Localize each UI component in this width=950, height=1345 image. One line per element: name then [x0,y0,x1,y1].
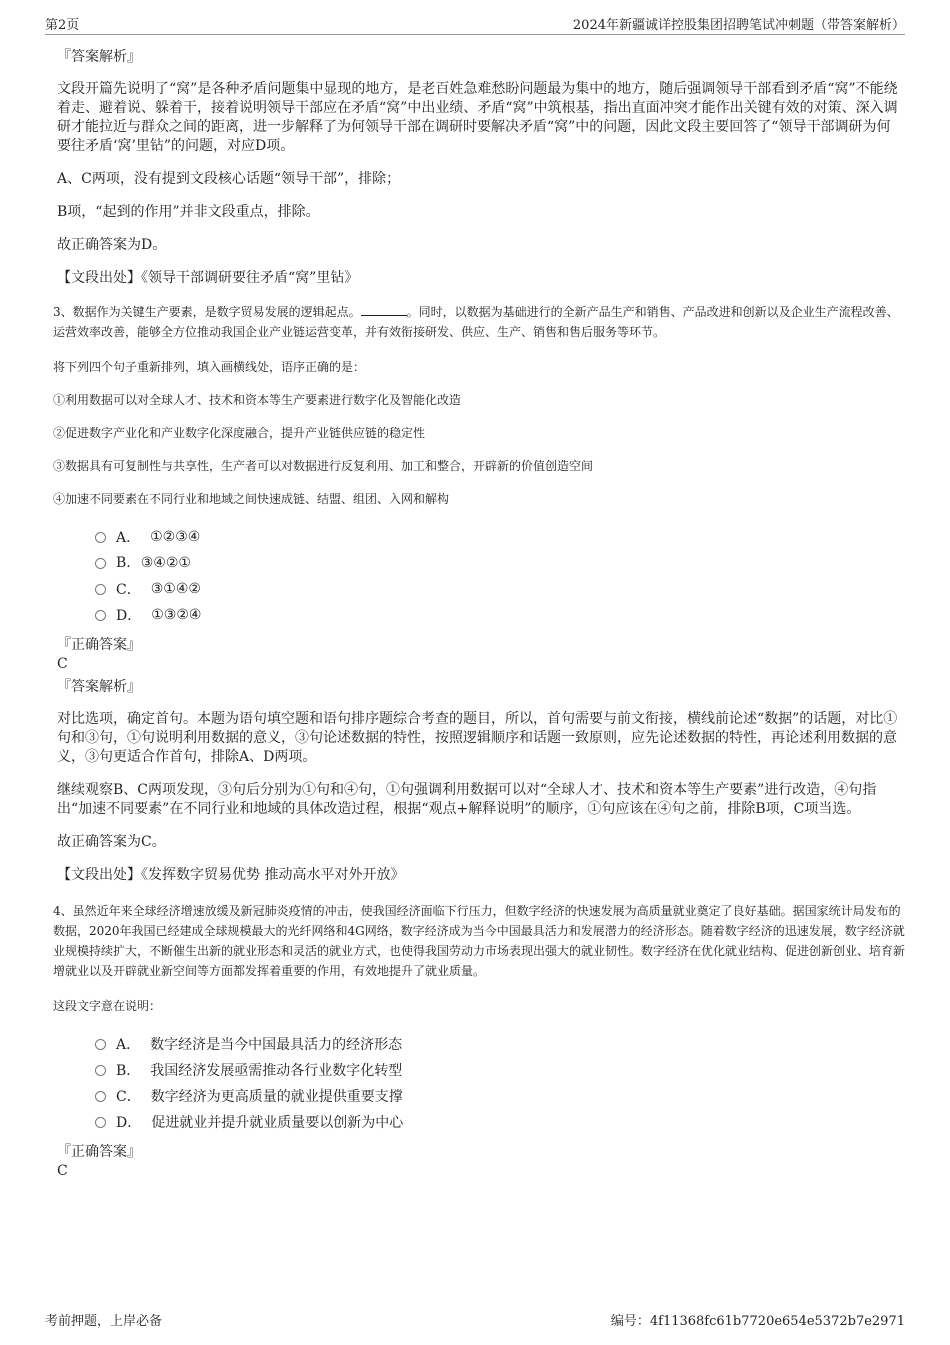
source-citation: 【文段出处】《发挥数字贸易优势 推动高水平对外开放》 [57,867,405,883]
correct-answer-label: 『正确答案』 [57,1144,141,1160]
fill-blank [361,304,407,316]
document-title: 2024年新疆诚详控股集团招聘笔试冲刺题（带答案解析） [572,18,905,33]
source-citation: 【文段出处】《领导干部调研要往矛盾“窝”里钻》 [57,270,359,286]
question-3-options [95,524,905,628]
option-d[interactable]: D． ①③②④ [95,602,905,628]
page-header [45,10,905,35]
analysis-paragraph: 对比选项，确定首句。本题为语句填空题和语句排序题综合考查的题目，所以，首句需要与前文衔接，横线前论述“数据”的话题，对比①句和③句，①句说明利用数据的意义，③句论述数据的特性，按照逻辑顺序和话题一致原则，应先论述数据的特性，再论述利用数据的意义，③句更适合作首句，排除A、D两项。 [57,711,898,765]
sentence-1: ①利用数据可以对全球人才、技术和资本等生产要素进行数字化及智能化改造 [53,393,462,407]
page-content [45,38,905,1179]
footer-slogan: 考前押题，上岸必备 [45,1314,163,1329]
question-4-options [95,1031,905,1135]
sentence-4: ④加速不同要素在不同行业和地域之间快速成链、结盟、组团、入网和解构 [53,492,450,506]
option-b[interactable]: B． 我国经济发展亟需推动各行业数字化转型 [95,1057,905,1083]
radio-icon[interactable] [95,584,106,595]
radio-icon[interactable] [95,558,106,569]
page-footer [45,1310,905,1330]
analysis-paragraph: 文段开篇先说明了“窝”是各种矛盾问题集中显现的地方，是老百姓急难愁盼问题最为集中的地方，随后强调领导干部看到矛盾“窝”不能绕着走、避着说、躲着干，接着说明领导干部应在矛盾“窝”中出业绩、矛盾“窝”中筑根基，指出直面冲突才能作出关键有效的对策、深入调研才能拉近与群众之间的距离，进一步解释了为何领导干部在调研时要解决矛盾“窝”中的问题，因此文段主要回答了“领导干部调研为何要往矛盾‘窝’里钻”的问题，对应D项。 [57,81,898,154]
option-a[interactable]: A． 数字经济是当今中国最具活力的经济形态 [95,1031,905,1057]
document-id: 编号：4f11368fc61b7720e654e5372b7e2971 [610,1314,905,1329]
analysis-paragraph: A、C两项，没有提到文段核心话题“领导干部”，排除； [57,171,401,187]
page-number: 第2页 [45,18,80,33]
radio-icon[interactable] [95,1091,106,1102]
radio-icon[interactable] [95,1117,106,1128]
correct-answer-label: 『正确答案』 [57,637,141,653]
sentence-2: ②促进数字产业化和产业数字化深度融合，提升产业链供应链的稳定性 [53,426,426,440]
radio-icon[interactable] [95,532,106,543]
question-3-instruction: 将下列四个句子重新排列，填入画横线处，语序正确的是： [53,360,366,374]
option-c[interactable]: C． ③①④② [95,576,905,602]
analysis-conclusion: 故正确答案为C。 [57,834,166,850]
analysis-conclusion: 故正确答案为D。 [57,237,167,253]
analysis-label: 『答案解析』 [57,679,141,695]
analysis-paragraph: B项，“起到的作用”并非文段重点，排除。 [57,204,320,220]
option-c[interactable]: C． 数字经济为更高质量的就业提供重要支撑 [95,1083,905,1109]
question-4-text: 4、虽然近年来全球经济增速放缓及新冠肺炎疫情的冲击，使我国经济面临下行压力，但数字经济的快速发展为高质量就业奠定了良好基础。据国家统计局发布的数据，2020年我国已经建成全球规模最大的光纤网络和4G网络，数字经济成为当今中国最具活力和发展潜力的经济形态。随着数字经济的迅速发展，数字经济就业规模持续扩大，不断催生出新的就业形态和灵活的就业方式，也使得我国劳动力市场表现出强大的就业韧性。数字经济在优化就业结构、促进创新创业、培育新增就业以及开辟就业新空间等方面都发挥着重要的作用，有效地提升了就业质量。 [53,904,906,978]
radio-icon[interactable] [95,1039,106,1050]
correct-answer: C [57,656,68,672]
analysis-label: 『答案解析』 [57,49,141,65]
question-3-text: 3、数据作为关键生产要素，是数字贸易发展的逻辑起点。 。同时，以数据为基础进行的全新产品生产和销售、产品改进和创新以及企业生产流程改善、运营效率改善，能够全方位推动我国企业产业链运营变革，并有效衔接研发、供应、生产、销售和售后服务等环节。 [53,305,899,339]
option-d[interactable]: D． 促进就业并提升就业质量要以创新为中心 [95,1109,905,1135]
radio-icon[interactable] [95,610,106,621]
question-4-instruction: 这段文字意在说明： [53,999,162,1013]
option-a[interactable]: A． ①②③④ [95,524,905,550]
radio-icon[interactable] [95,1065,106,1076]
option-b[interactable]: B. ③④②① [95,550,905,576]
correct-answer: C [57,1163,68,1179]
sentence-3: ③数据具有可复制性与共享性，生产者可以对数据进行反复利用、加工和整合，开辟新的价值创造空间 [53,459,594,473]
analysis-paragraph: 继续观察B、C两项发现，③句后分别为①句和④句，①句强调利用数据可以对“全球人才、技术和资本等生产要素”进行改造，④句指出“加速不同要素”在不同行业和地域的具体改造过程，根据“观点+解释说明”的顺序，①句应该在④句之前，排除B项，C项当选。 [57,782,877,817]
